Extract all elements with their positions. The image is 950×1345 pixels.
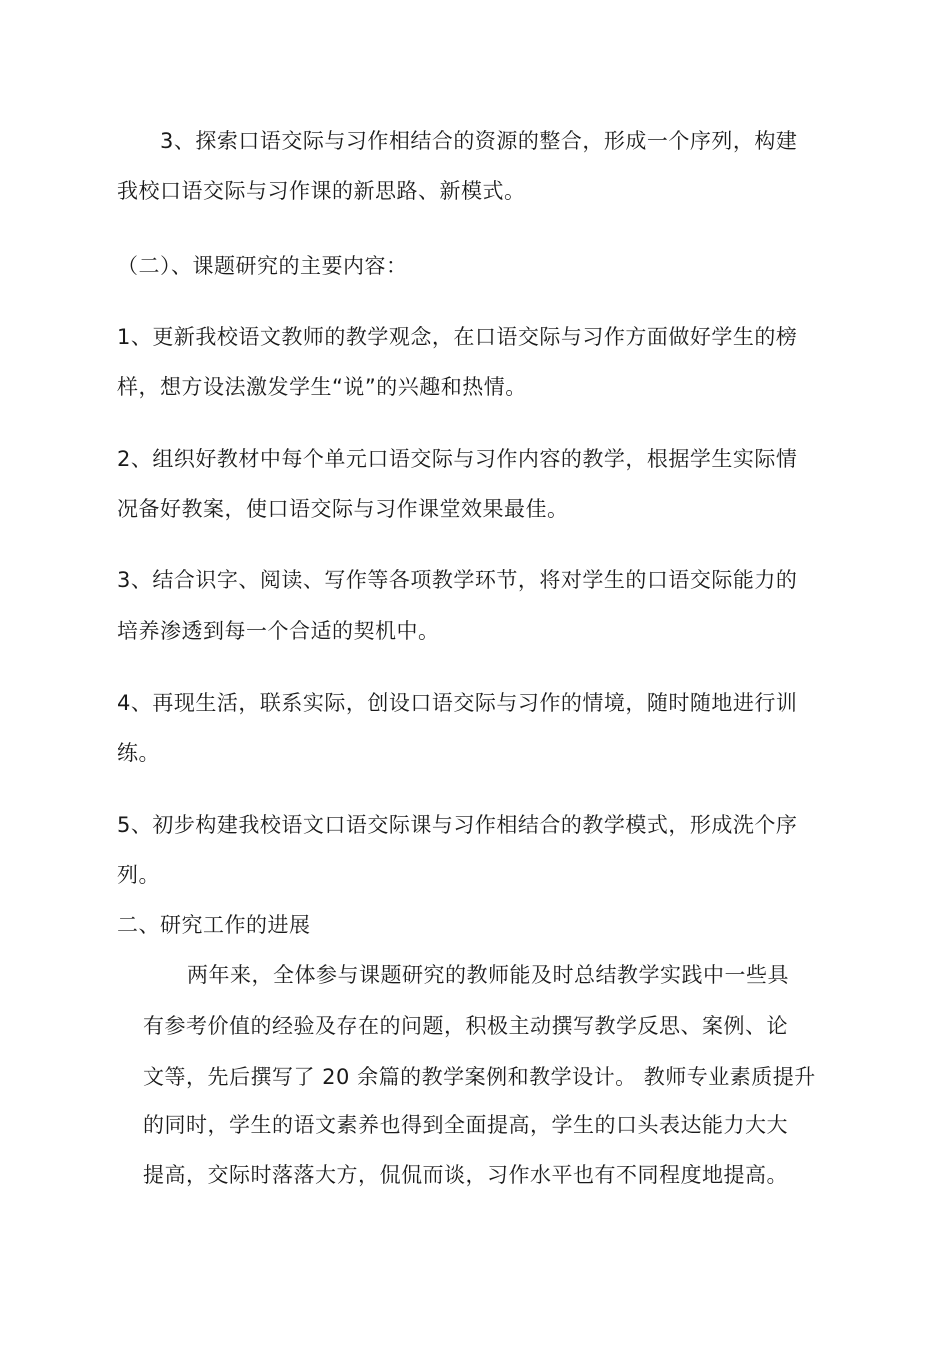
content-item-4-line-1: 4、再现生活，联系实际，创设口语交际与习作的情境，随时随地进行训 xyxy=(117,691,798,715)
content-item-5-line-1: 5、初步构建我校语文口语交际课与习作相结合的教学模式，形成洗个序 xyxy=(117,813,798,837)
progress-paragraph-line-5: 提高，交际时落落大方，侃侃而谈，习作水平也有不同程度地提高。 xyxy=(143,1163,788,1187)
content-item-3-line-2: 培养渗透到每一个合适的契机中。 xyxy=(117,619,440,643)
content-item-1-line-2: 样，想方设法激发学生“说”的兴趣和热情。 xyxy=(117,375,527,399)
progress-paragraph-line-1: 两年来，全体参与课题研究的教师能及时总结教学实践中一些具 xyxy=(187,963,789,987)
progress-paragraph-line-4: 的同时，学生的语文素养也得到全面提高，学生的口头表达能力大大 xyxy=(143,1113,788,1137)
content-item-3-line-1: 3、结合识字、阅读、写作等各项教学环节，将对学生的口语交际能力的 xyxy=(117,568,798,592)
section-heading-progress: 二、研究工作的进展 xyxy=(117,913,311,937)
section-heading-main-content: （二）、课题研究的主要内容： xyxy=(117,254,408,278)
content-item-5-line-2: 列。 xyxy=(117,863,160,887)
content-item-1-line-1: 1、更新我校语文教师的教学观念，在口语交际与习作方面做好学生的榜 xyxy=(117,325,798,349)
objective-3-line-1: 3、探索口语交际与习作相结合的资源的整合，形成一个序列，构建 xyxy=(160,129,798,153)
progress-paragraph-line-2: 有参考价值的经验及存在的问题，积极主动撰写教学反思、案例、论 xyxy=(143,1014,788,1038)
content-item-2-line-1: 2、组织好教材中每个单元口语交际与习作内容的教学，根据学生实际情 xyxy=(117,447,798,471)
progress-paragraph-line-3: 文等，先后撰写了 20 余篇的教学案例和教学设计。 教师专业素质提升 xyxy=(143,1065,816,1089)
content-item-4-line-2: 练。 xyxy=(117,741,160,765)
content-item-2-line-2: 况备好教案，使口语交际与习作课堂效果最佳。 xyxy=(117,497,569,521)
objective-3-line-2: 我校口语交际与习作课的新思路、新模式。 xyxy=(117,179,526,203)
